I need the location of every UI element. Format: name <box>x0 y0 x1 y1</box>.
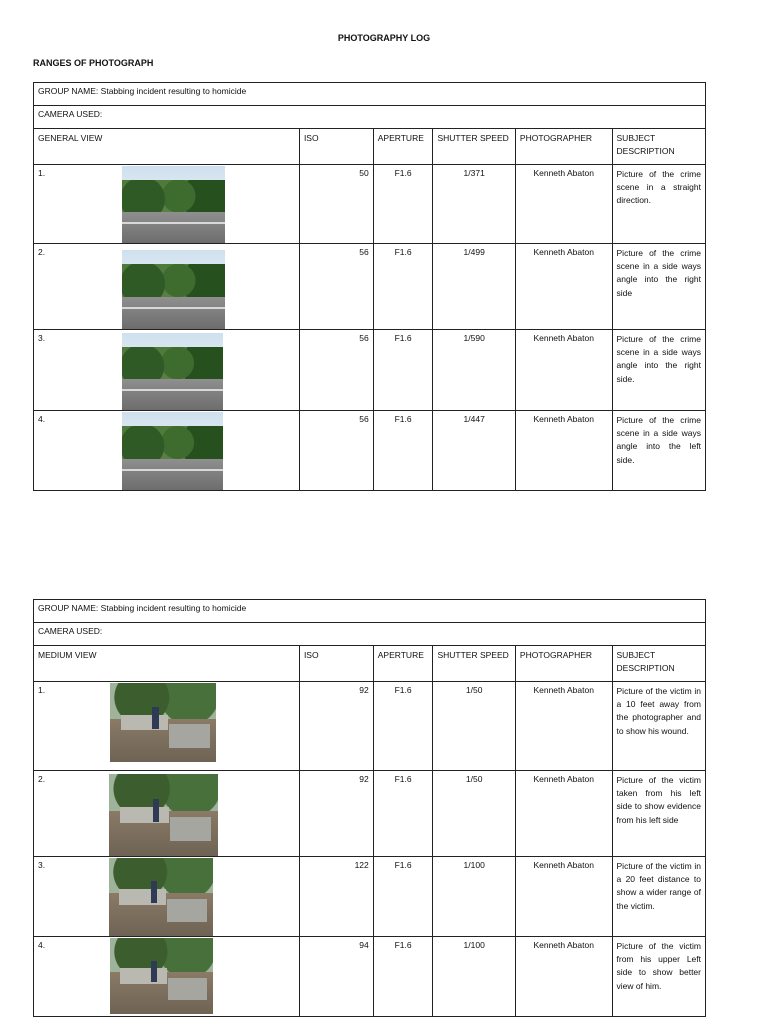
header-view: MEDIUM VIEW <box>34 646 300 682</box>
header-view: GENERAL VIEW <box>34 129 300 165</box>
aperture-value: F1.6 <box>373 682 433 771</box>
photo-log-table-medium <box>33 599 706 1017</box>
photographer-name: Kenneth Abaton <box>515 244 612 330</box>
scene-photo <box>110 683 216 762</box>
table-row <box>34 857 706 937</box>
table-row <box>34 682 706 771</box>
iso-value: 56 <box>299 330 373 411</box>
scene-photo <box>109 774 218 856</box>
scene-photo <box>122 166 225 243</box>
header-subject-description: SUBJECT DESCRIPTION <box>612 129 705 165</box>
row-number: 4. <box>38 414 46 424</box>
shutter-value: 1/447 <box>433 411 515 491</box>
subject-description: Picture of the crime scene in a side ways angle into the right side. <box>612 330 705 411</box>
scene-photo <box>122 250 225 329</box>
header-photographer: PHOTOGRAPHER <box>515 129 612 165</box>
shutter-value: 1/100 <box>433 857 515 937</box>
group-name: GROUP NAME: Stabbing incident resulting to homicide <box>34 600 706 623</box>
row-number: 1. <box>38 168 46 178</box>
camera-used: CAMERA USED: <box>34 623 706 646</box>
iso-value: 56 <box>299 411 373 491</box>
shutter-value: 1/50 <box>433 682 515 771</box>
scene-photo <box>122 333 223 410</box>
shutter-value: 1/590 <box>433 330 515 411</box>
row-number: 2. <box>38 247 46 257</box>
table-row <box>34 244 706 330</box>
subject-description: Picture of the crime scene in a straight direction. <box>612 165 705 244</box>
header-shutter-speed: SHUTTER SPEED <box>433 129 515 165</box>
header-photographer: PHOTOGRAPHER <box>515 646 612 682</box>
aperture-value: F1.6 <box>373 771 433 857</box>
aperture-value: F1.6 <box>373 937 433 1017</box>
aperture-value: F1.6 <box>373 411 433 491</box>
shutter-value: 1/371 <box>433 165 515 244</box>
aperture-value: F1.6 <box>373 165 433 244</box>
scene-photo <box>109 858 213 936</box>
photographer-name: Kenneth Abaton <box>515 165 612 244</box>
section-title: RANGES OF PHOTOGRAPH <box>33 58 154 68</box>
photographer-name: Kenneth Abaton <box>515 330 612 411</box>
table-row <box>34 165 706 244</box>
iso-value: 92 <box>299 771 373 857</box>
group-name: GROUP NAME: Stabbing incident resulting to homicide <box>34 83 706 106</box>
iso-value: 92 <box>299 682 373 771</box>
header-iso: ISO <box>299 129 373 165</box>
subject-description: Picture of the victim in a 20 feet distance to show a wider range of the victim. <box>612 857 705 937</box>
iso-value: 122 <box>299 857 373 937</box>
row-number: 4. <box>38 940 46 950</box>
shutter-value: 1/50 <box>433 771 515 857</box>
iso-value: 56 <box>299 244 373 330</box>
aperture-value: F1.6 <box>373 857 433 937</box>
document-title: PHOTOGRAPHY LOG <box>337 33 431 43</box>
header-subject-description: SUBJECT DESCRIPTION <box>612 646 705 682</box>
photographer-name: Kenneth Abaton <box>515 682 612 771</box>
iso-value: 50 <box>299 165 373 244</box>
subject-description: Picture of the victim in a 10 feet away from the photographer and to show his wound. <box>612 682 705 771</box>
table-row <box>34 771 706 857</box>
header-aperture: APERTURE <box>373 129 433 165</box>
shutter-value: 1/499 <box>433 244 515 330</box>
table-row <box>34 937 706 1017</box>
subject-description: Picture of the crime scene in a side ways angle into the left side. <box>612 411 705 491</box>
scene-photo <box>122 412 223 490</box>
row-number: 1. <box>38 685 46 695</box>
row-number: 3. <box>38 333 46 343</box>
iso-value: 94 <box>299 937 373 1017</box>
header-shutter-speed: SHUTTER SPEED <box>433 646 515 682</box>
subject-description: Picture of the victim taken from his left side to show evidence from his left side <box>612 771 705 857</box>
aperture-value: F1.6 <box>373 330 433 411</box>
photographer-name: Kenneth Abaton <box>515 411 612 491</box>
shutter-value: 1/100 <box>433 937 515 1017</box>
photo-log-table-general <box>33 82 706 491</box>
row-number: 2. <box>38 774 46 784</box>
photographer-name: Kenneth Abaton <box>515 857 612 937</box>
header-aperture: APERTURE <box>373 646 433 682</box>
header-iso: ISO <box>299 646 373 682</box>
camera-used: CAMERA USED: <box>34 106 706 129</box>
scene-photo <box>110 938 213 1014</box>
subject-description: Picture of the crime scene in a side ways angle into the right side <box>612 244 705 330</box>
aperture-value: F1.6 <box>373 244 433 330</box>
subject-description: Picture of the victim from his upper Left side to show better view of him. <box>612 937 705 1017</box>
photographer-name: Kenneth Abaton <box>515 771 612 857</box>
table-row <box>34 330 706 411</box>
row-number: 3. <box>38 860 46 870</box>
table-row <box>34 411 706 491</box>
photographer-name: Kenneth Abaton <box>515 937 612 1017</box>
